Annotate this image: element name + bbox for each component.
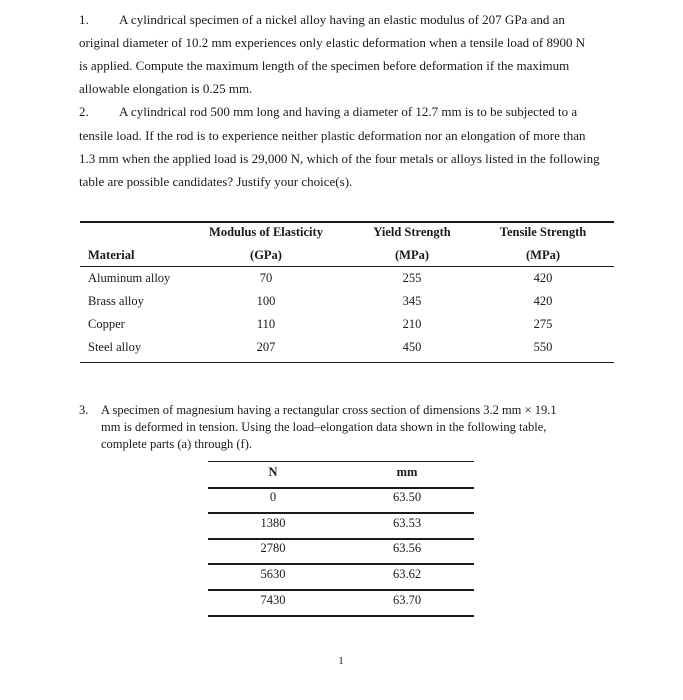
header-yield-unit: (MPa) xyxy=(394,248,430,262)
problem-2-line: table are possible candidates? Justify your choice(s). xyxy=(79,174,353,189)
load-table-top-rule xyxy=(208,461,474,462)
row-rule xyxy=(208,589,474,591)
load-value: 7430 xyxy=(260,593,286,607)
header-length: mm xyxy=(396,465,418,479)
header-material: Material xyxy=(88,248,135,262)
problem-2-line: A cylindrical rod 500 mm long and having a diameter of 12.7 mm is to be subjected to a xyxy=(119,104,578,119)
length-value: 63.53 xyxy=(392,516,422,530)
problem-2-number: 2. xyxy=(79,104,89,119)
tensile-value: 275 xyxy=(533,317,553,331)
yield-value: 345 xyxy=(402,294,422,308)
problem-1-number: 1. xyxy=(79,12,89,27)
table-header-rule xyxy=(80,266,614,267)
material-name: Steel alloy xyxy=(88,340,142,354)
problem-3-line: complete parts (a) through (f). xyxy=(101,437,252,451)
header-modulus: Modulus of Elasticity xyxy=(209,225,323,239)
length-value: 63.70 xyxy=(392,593,422,607)
tensile-value: 420 xyxy=(533,271,553,285)
length-value: 63.56 xyxy=(392,541,422,555)
material-name: Copper xyxy=(88,317,125,331)
problem-3-line: A specimen of magnesium having a rectangular cross section of dimensions 3.2 mm × 19.1 xyxy=(101,403,557,417)
header-load: N xyxy=(268,465,278,479)
yield-value: 450 xyxy=(402,340,422,354)
load-value: 0 xyxy=(269,490,277,504)
problem-3-number: 3. xyxy=(79,403,89,417)
tensile-value: 420 xyxy=(533,294,553,308)
row-rule xyxy=(208,512,474,514)
header-yield: Yield Strength xyxy=(373,225,451,239)
problem-1-line: A cylindrical specimen of a nickel alloy having an elastic modulus of 207 GPa and an xyxy=(119,12,565,27)
problem-1-line: allowable elongation is 0.25 mm. xyxy=(79,81,253,96)
modulus-value: 207 xyxy=(256,340,276,354)
problem-1-line: original diameter of 10.2 mm experiences only elastic deformation when a tensile load of 8900 N xyxy=(79,35,586,50)
yield-value: 255 xyxy=(402,271,422,285)
row-rule xyxy=(208,538,474,540)
load-value: 2780 xyxy=(260,541,286,555)
yield-value: 210 xyxy=(402,317,422,331)
problem-2-line: tensile load. If the rod is to experience neither plastic deformation nor an elongation of more than xyxy=(79,128,586,143)
load-table-bottom-rule xyxy=(208,615,474,617)
table-bottom-rule xyxy=(80,362,614,363)
length-value: 63.50 xyxy=(392,490,422,504)
problem-1-line: is applied. Compute the maximum length of the specimen before deformation if the maximum xyxy=(79,58,570,73)
page-number: 1 xyxy=(338,655,344,667)
header-modulus-unit: (GPa) xyxy=(250,248,282,262)
table-top-rule xyxy=(80,221,614,223)
modulus-value: 70 xyxy=(259,271,273,285)
row-rule xyxy=(208,563,474,565)
modulus-value: 100 xyxy=(256,294,276,308)
modulus-value: 110 xyxy=(256,317,276,331)
length-value: 63.62 xyxy=(392,567,422,581)
problem-3-line: mm is deformed in tension. Using the load–elongation data shown in the following table, xyxy=(101,420,547,434)
load-value: 1380 xyxy=(260,516,286,530)
material-name: Aluminum alloy xyxy=(88,271,171,285)
problem-2-line: 1.3 mm when the applied load is 29,000 N, which of the four metals or alloys listed in the following xyxy=(79,151,600,166)
load-table-header-rule xyxy=(208,487,474,489)
tensile-value: 550 xyxy=(533,340,553,354)
header-tensile-unit: (MPa) xyxy=(525,248,561,262)
header-tensile: Tensile Strength xyxy=(499,225,587,239)
load-value: 5630 xyxy=(260,567,286,581)
material-name: Brass alloy xyxy=(88,294,144,308)
